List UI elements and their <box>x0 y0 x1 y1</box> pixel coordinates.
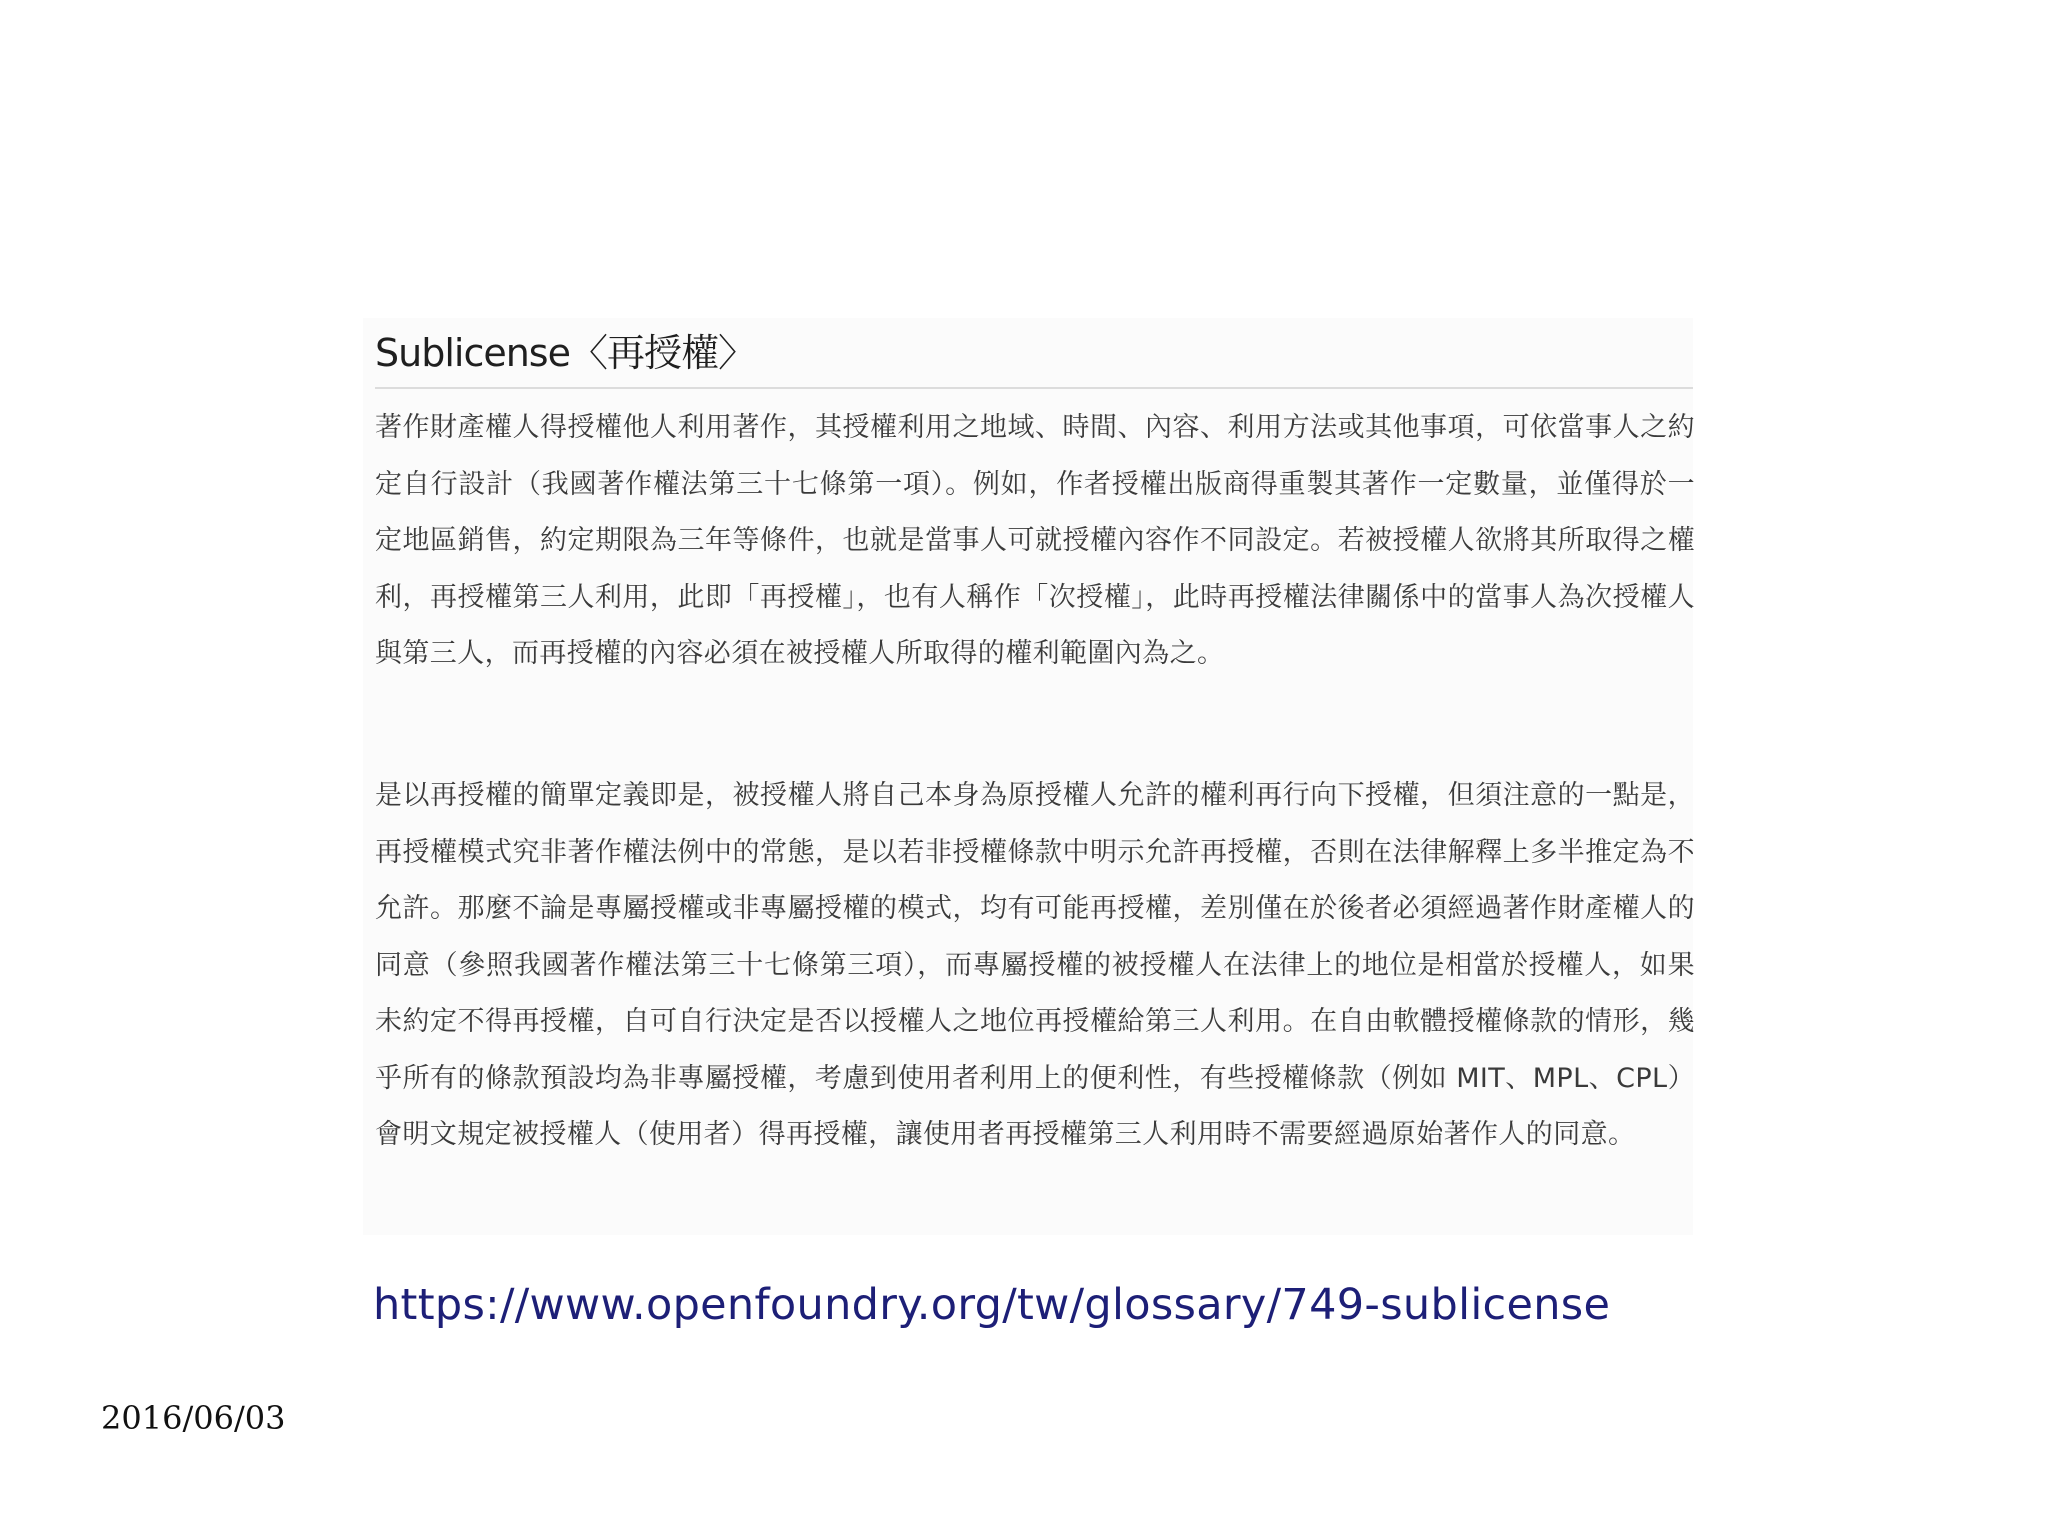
slide-date: 2016/06/03 <box>101 1399 286 1437</box>
article-title: Sublicense〈再授權〉 <box>375 331 755 375</box>
article-paragraph-1: 著作財產權人得授權他人利用著作，其授權利用之地域、時間、內容、利用方法或其他事項，可依當事人之約定自行設計（我國著作權法第三十七條第一項）。例如，作者授權出版商得重製其著作一定數量，並僅得於一定地區銷售，約定期限為三年等條件，也就是當事人可就授權內容作不同設定。若被授權人欲將其所取得之權利，再授權第三人利用，此即「再授權」，也有人稱作「次授權」，此時再授權法律關係中的當事人為次授權人與第三人，而再授權的內容必須在被授權人所取得的權利範圍內為之。 <box>375 412 1695 669</box>
article-paragraph-2: 是以再授權的簡單定義即是，被授權人將自己本身為原授權人允許的權利再行向下授權，但須注意的一點是，再授權模式究非著作權法例中的常態，是以若非授權條款中明示允許再授權，否則在法律解釋上多半推定為不允許。那麼不論是專屬授權或非專屬授權的模式，均有可能再授權，差別僅在於後者必須經過著作財產權人的同意（參照我國著作權法第三十七條第三項），而專屬授權的被授權人在法律上的地位是相當於授權人，如果未約定不得再授權，自可自行決定是否以授權人之地位再授權給第三人利用。在自由軟體授權條款的情形，幾乎所有的條款預設均為非專屬授權，考慮到使用者利用上的便利性，有些授權條款（例如 MIT、MPL、CPL）會明文規定被授權人（使用者）得再授權，讓使用者再授權第三人利用時不需要經過原始著作人的同意。 <box>375 780 1695 1150</box>
source-link[interactable]: https://www.openfoundry.org/tw/glossary/749-sublicense <box>373 1280 1611 1330</box>
article-screenshot <box>363 318 1693 1235</box>
title-divider <box>375 387 1693 389</box>
